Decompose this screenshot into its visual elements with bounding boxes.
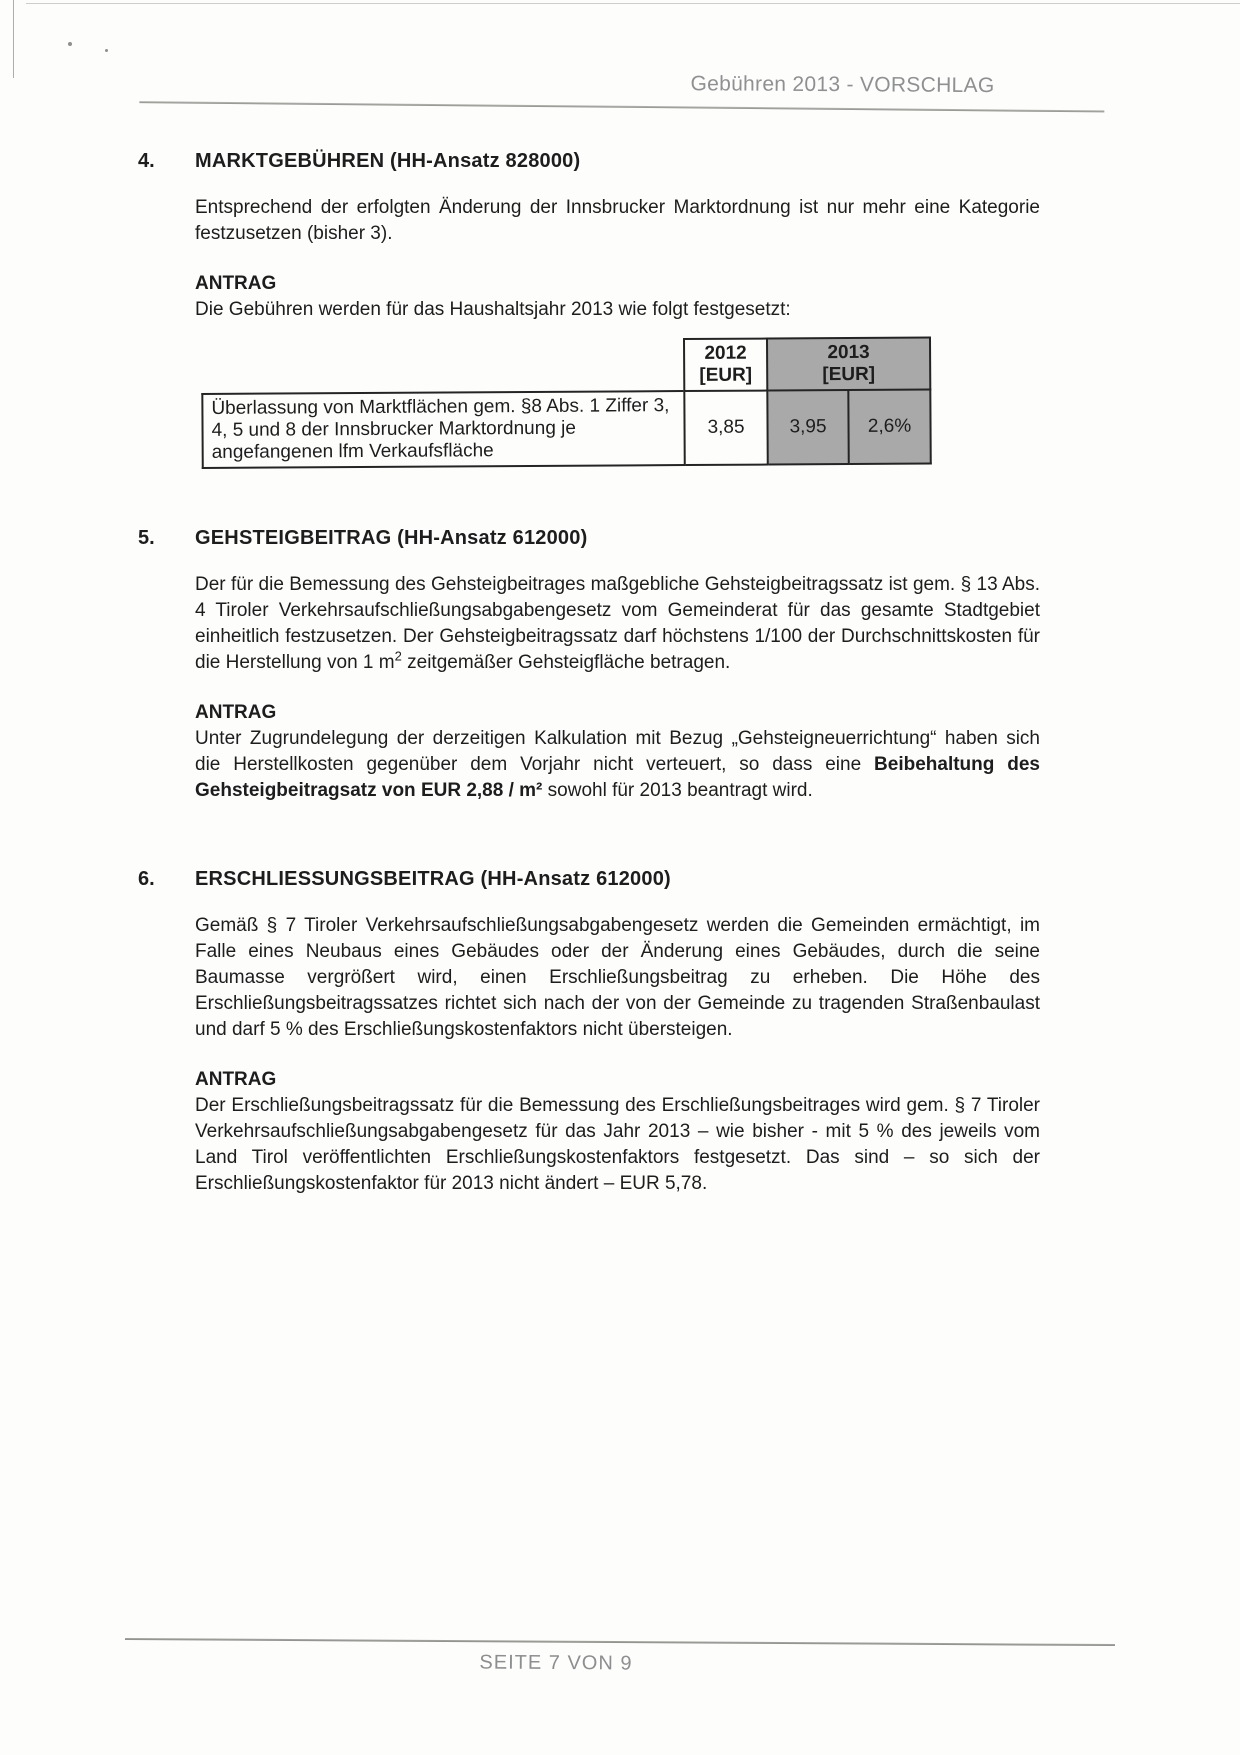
fee-value-2013: 3,95 [767,390,848,464]
antrag-bold-text: Beibehaltung des Gehsteigbeitragsatz von EUR 2,88 / m² [195,754,1040,801]
paragraph-text: zeitgemäßer Gehsteigfläche betragen. [401,652,731,673]
column-year: 2013 [827,341,870,364]
antrag-label: ANTRAG [195,702,277,723]
section-body [195,913,1040,1197]
section-heading [138,527,1040,550]
paragraph-text: sowohl für 2013 beantragt wird. [542,780,813,801]
section-heading [138,868,1040,891]
table-corner-cell [202,339,684,394]
section-title: MARKTGEBÜHREN (HH-Ansatz 828000) [195,150,581,172]
header-title: Gebühren 2013 - VORSCHLAG [690,72,995,98]
column-year: 2012 [704,342,747,364]
antrag-label: ANTRAG [195,1069,277,1090]
column-unit: [EUR] [699,364,753,386]
section-marktgebuehren [138,150,1040,469]
antrag-label: ANTRAG [195,273,277,294]
superscript: 2 [394,648,402,664]
section-body [195,572,1040,804]
fee-table [201,337,932,469]
section-number: 6. [138,868,155,890]
fee-table-data-row [202,390,930,468]
column-header-2012 [684,339,767,392]
fee-value-change-percent: 2,6% [848,390,930,464]
section-gehsteigbeitrag [138,527,1040,804]
footer-rule [125,1638,1115,1646]
antrag-text [195,726,1040,804]
paragraph-text: Unter Zugrundelegung der derzeitigen Kalkulation mit Bezug „Gehsteigneuerrichtung“ haben sich die Herstellkosten gegenüber dem Vorjahr nicht verteuert, so dass eine [195,728,1040,775]
antrag-text: Die Gebühren werden für das Haushaltsjahr 2013 wie folgt festgesetzt: [195,299,791,320]
fee-table-header-row [202,338,930,394]
paragraph: Gemäß § 7 Tiroler Verkehrsaufschließungsabgabengesetz werden die Gemeinden ermächtigt, im Falle eines Neubaus eines Gebäudes oder der Änderung eines Gebäudes, durch die seine Baumasse vergrößert wird, einen Erschließungsbeitrag zu erheben. Die Höhe des Erschließungsbeitragssatzes richtet sich nach der von der Gemeinde zu tragenden Straßenbaulast und darf 5 % des Erschließungskostenfaktors nicht übersteigen. [195,915,1040,1040]
paragraph [195,572,1040,676]
section-title: ERSCHLIESSUNGSBEITRAG (HH-Ansatz 612000) [195,868,671,890]
header-rule [139,101,1104,112]
section-erschliessungsbeitrag [138,868,1040,1197]
fee-value-2012: 3,85 [684,391,767,466]
column-header-2013 [767,338,930,391]
paragraph: Entsprechend der erfolgten Änderung der Innsbrucker Marktordnung ist nur mehr eine Kategorie festzusetzen (bisher 3). [195,197,1040,244]
section-heading [138,150,1040,173]
paragraph-text: Der für die Bemessung des Gehsteigbeitrages maßgebliche Gehsteigbeitragssatz ist gem. § 13 Abs. 4 Tiroler Verkehrsaufschließungsabgabengesetz vom Gemeinderat für das gesamte Stadtgebiet einheitlich festzusetzen. Der Gehsteigbeitragssatz darf höchstens 1/100 der Durchschnittskosten für die Herstellung von 1 m [195,574,1040,673]
section-body [195,195,1040,469]
column-unit: [EUR] [822,363,876,386]
section-number: 4. [138,150,155,172]
footer-page-number: SEITE 7 VON 9 [479,1651,633,1675]
antrag-text: Der Erschließungsbeitragssatz für die Bemessung des Erschließungsbeitrages wird gem. § 7 Tiroler Verkehrsaufschließungsabgabengesetz für das Jahr 2013 – wie bisher - mit 5 % des jeweils vom Land Tirol veröffentlichten Erschließungskostenfaktors festgesetzt. Das sind – so sich der Erschließungskostenfaktor für 2013 nicht ändert – EUR 5,78. [195,1095,1040,1194]
section-number: 5. [138,527,155,549]
fee-row-label: Überlassung von Marktflächen gem. §8 Abs. 1 Ziffer 3, 4, 5 und 8 der Innsbrucker Marktordnung je angefangenen lfm Verkaufsfläche [202,391,684,468]
section-title: GEHSTEIGBEITRAG (HH-Ansatz 612000) [195,527,588,549]
page-header [0,0,1240,112]
